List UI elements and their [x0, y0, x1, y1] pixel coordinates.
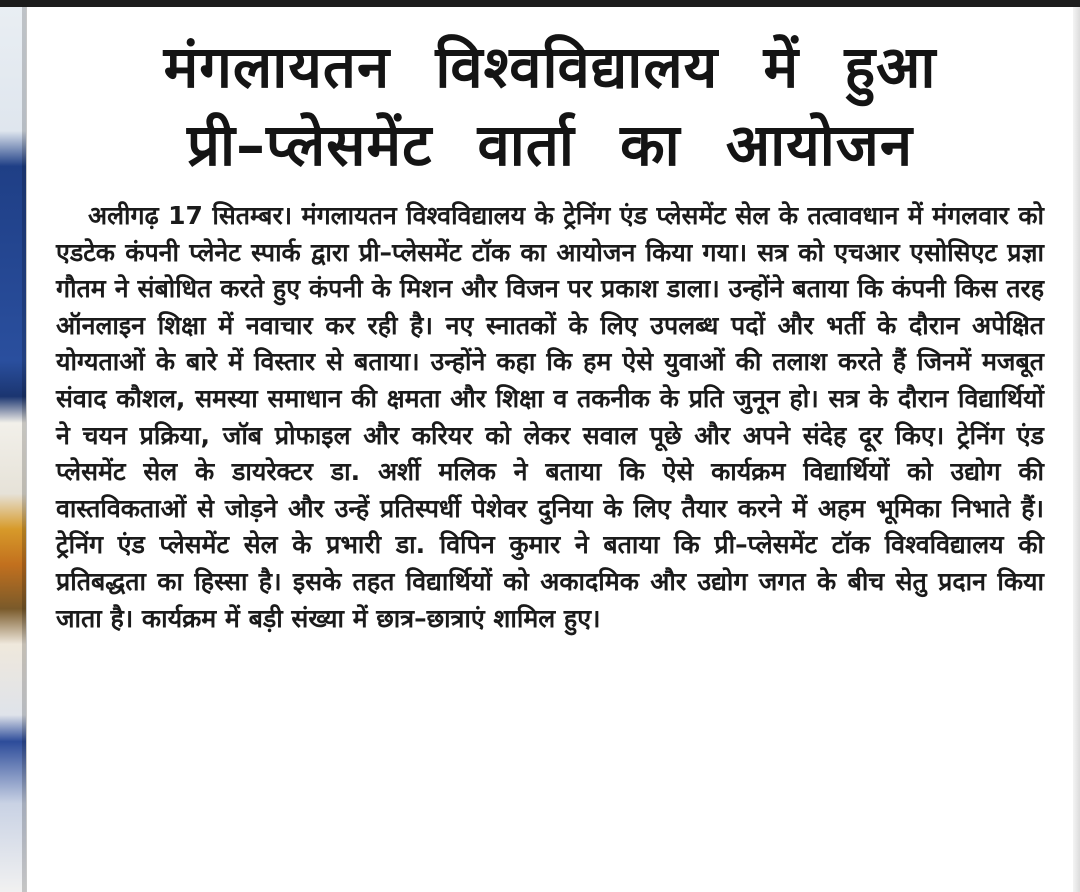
headline-line-1: मंगलायतन विश्वविद्यालय में हुआ [163, 33, 937, 101]
news-article [56, 28, 1044, 637]
headline-line-2: प्री–प्लेसमेंट वार्ता का आयोजन [186, 111, 914, 179]
article-body: अलीगढ़ 17 सितम्बर। मंगलायतन विश्वविद्यालय के ट्रेनिंग एंड प्लेसमेंट सेल के तत्वावधान में मंगलवार को एडटेक कंपनी प्लेनेट स्पार्क द्वारा प्री–प्लेसमेंट टॉक का आयोजन किया गया। सत्र को एचआर एसोसिएट प्रज्ञा गौतम ने संबोधित करते हुए कंपनी के मिशन और विजन पर प्रकाश डाला। उन्होंने बताया कि कंपनी किस तरह ऑनलाइन शिक्षा में नवाचार कर रही है। नए स्नातकों के लिए उपलब्ध पदों और भर्ती के दौरान अपेक्षित योग्यताओं के बारे में विस्तार से बताया। उन्होंने कहा कि हम ऐसे युवाओं की तलाश करते हैं जिनमें मजबूत संवाद कौशल, समस्या समाधान की क्षमता और शिक्षा व तकनीक के प्रति जुनून हो। सत्र के दौरान विद्यार्थियों ने चयन प्रक्रिया, जॉब प्रोफाइल और करियर को लेकर सवाल पूछे और अपने संदेह दूर किए। ट्रेनिंग एंड प्लेसमेंट सेल के डायरेक्टर डा. अर्शी मलिक ने बताया कि ऐसे कार्यक्रम विद्यार्थियों को उद्योग की वास्तविकताओं से जोड़ने और उन्हें प्रतिस्पर्धी पेशेवर दुनिया के लिए तैयार करने में अहम भूमिका निभाते हैं। ट्रेनिंग एंड प्लेसमेंट सेल के प्रभारी डा. विपिन कुमार ने बताया कि प्री–प्लेसमेंट टॉक विश्वविद्यालय की प्रतिबद्धता का हिस्सा है। इसके तहत विद्यार्थियों को अकादमिक और उद्योग जगत के बीच सेतु प्रदान किया जाता है। कार्यक्रम में बड़ी संख्या में छात्र–छात्राएं शामिल हुए। [56, 201, 1044, 633]
headline [56, 28, 1044, 184]
adjacent-photo-edge [0, 7, 27, 892]
page-fold-shadow [22, 7, 26, 892]
top-rule [0, 0, 1080, 7]
right-page-edge [1073, 7, 1080, 892]
